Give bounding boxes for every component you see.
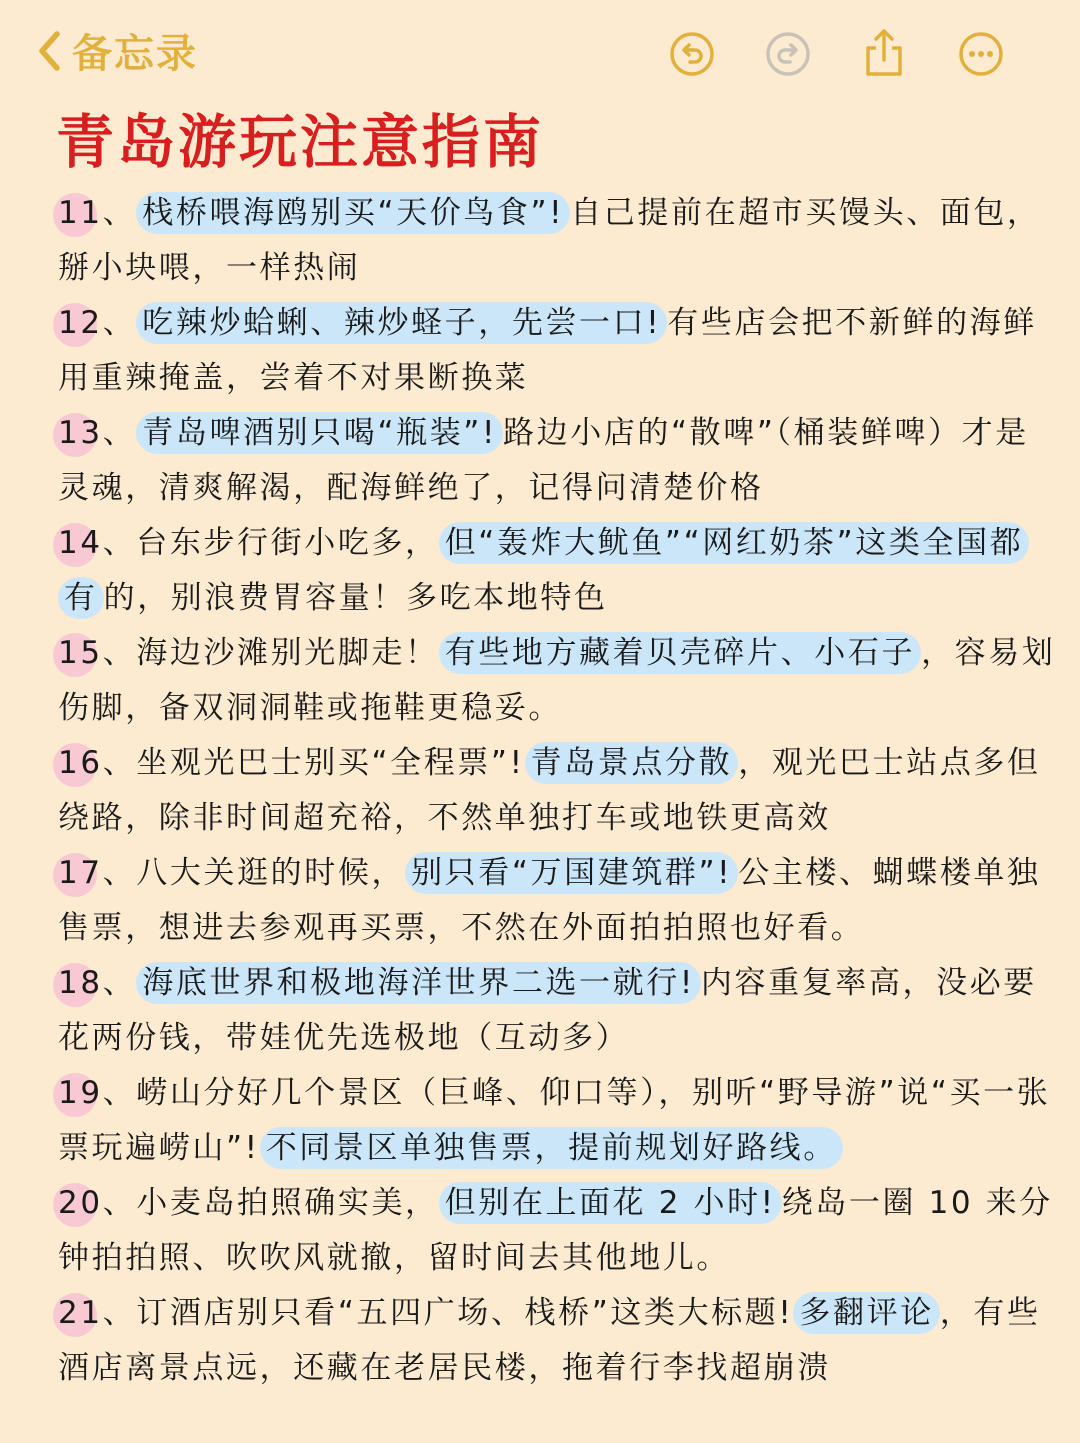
note-item <box>58 1176 1058 1286</box>
item-number: 13、 <box>58 406 136 461</box>
item-highlight: 青岛啤酒别只喝“瓶装”! <box>136 412 503 454</box>
undo-icon <box>664 26 720 82</box>
item-number: 15、 <box>58 626 136 681</box>
item-text-pre: 崂山分好几个景区（巨峰、仰口等），别听“野导游”说“买一张票玩遍崂山”! <box>58 1075 1051 1166</box>
undo-button[interactable] <box>664 26 720 82</box>
note-item <box>58 1066 1058 1176</box>
item-text-post: 路边小店的“散啤”（桶装鲜啤）才是灵魂，清爽解渴，配海鲜绝了，记得问清楚价格 <box>58 415 1029 506</box>
item-text-pre: 小麦岛拍照确实美， <box>136 1185 439 1221</box>
share-icon <box>856 26 912 82</box>
note-item <box>58 516 1058 626</box>
item-number: 12、 <box>58 296 136 351</box>
note-item <box>58 186 1058 296</box>
share-button[interactable] <box>856 26 912 82</box>
item-text-post: ，有些酒店离景点远，还藏在老居民楼，拖着行李找超崩溃 <box>58 1295 1041 1386</box>
item-text-pre: 八大关逛的时候， <box>136 855 406 891</box>
item-text-post: 的，别浪费胃容量！多吃本地特色 <box>103 580 608 616</box>
item-text-pre: 台东步行街小吃多， <box>136 525 439 561</box>
item-text-pre: 坐观光巴士别买“全程票”! <box>136 745 525 781</box>
item-number: 18、 <box>58 956 136 1011</box>
item-number: 21、 <box>58 1286 136 1341</box>
note-item <box>58 956 1058 1066</box>
item-highlight: 但别在上面花 2 小时! <box>439 1182 782 1224</box>
item-text-post: 公主楼、蝴蝶楼单独售票，想进去参观再买票，不然在外面拍拍照也好看。 <box>58 855 1041 946</box>
more-button[interactable] <box>953 26 1009 82</box>
item-number: 20、 <box>58 1176 136 1231</box>
note-title: 青岛游玩注意指南 <box>56 108 545 176</box>
note-item <box>58 626 1058 736</box>
item-highlight: 青岛景点分散 <box>525 742 739 784</box>
item-highlight: 有些地方藏着贝壳碎片、小石子 <box>439 632 921 674</box>
item-text-post: 有些店会把不新鲜的海鲜用重辣掩盖，尝着不对果断换菜 <box>58 305 1037 396</box>
more-icon <box>953 26 1009 82</box>
note-item <box>58 1286 1058 1396</box>
note-toolbar <box>0 0 1080 105</box>
item-text-pre: 海边沙滩别光脚走！ <box>136 635 439 671</box>
item-number: 17、 <box>58 846 136 901</box>
item-highlight: 不同景区单独售票，提前规划好路线。 <box>260 1127 843 1169</box>
item-highlight: 但“轰炸大鱿鱼”“网红奶茶”这类全国都有 <box>58 522 1029 619</box>
item-number: 14、 <box>58 516 136 571</box>
note-item <box>58 406 1058 516</box>
item-number: 19、 <box>58 1066 136 1121</box>
item-text-post: 自己提前在超市买馒头、面包，掰小块喂，一样热闹 <box>58 195 1041 286</box>
item-text-post: 内容重复率高，没必要花两份钱，带娃优先选极地（互动多） <box>58 965 1037 1056</box>
item-number: 16、 <box>58 736 136 791</box>
item-text-post: ，容易划伤脚，备双洞洞鞋或拖鞋更稳妥。 <box>58 635 1056 726</box>
item-highlight: 别只看“万国建筑群”! <box>405 852 738 894</box>
item-highlight: 海底世界和极地海洋世界二选一就行! <box>136 962 701 1004</box>
note-item <box>58 736 1058 846</box>
redo-button[interactable] <box>760 26 816 82</box>
back-label: 备忘录 <box>72 31 198 77</box>
item-text-post: 绕岛一圈 10 来分钟拍拍照、吹吹风就撤，留时间去其他地儿。 <box>58 1185 1053 1276</box>
note-item <box>58 296 1058 406</box>
item-text-pre: 订酒店别只看“五四广场、栈桥”这类大标题! <box>136 1295 794 1331</box>
item-number: 11、 <box>58 186 136 241</box>
item-highlight: 栈桥喂海鸥别买“天价鸟食”! <box>136 192 570 234</box>
note-body[interactable] <box>58 186 1058 1396</box>
item-highlight: 多翻评论 <box>793 1292 939 1334</box>
item-text-post: ，观光巴士站点多但绕路，除非时间超充裕，不然单独打车或地铁更高效 <box>58 745 1041 836</box>
chevron-left-icon <box>36 29 62 73</box>
back-button[interactable] <box>36 22 198 79</box>
item-highlight: 吃辣炒蛤蜊、辣炒蛏子，先尝一口! <box>136 302 667 344</box>
redo-icon <box>760 26 816 82</box>
note-item <box>58 846 1058 956</box>
